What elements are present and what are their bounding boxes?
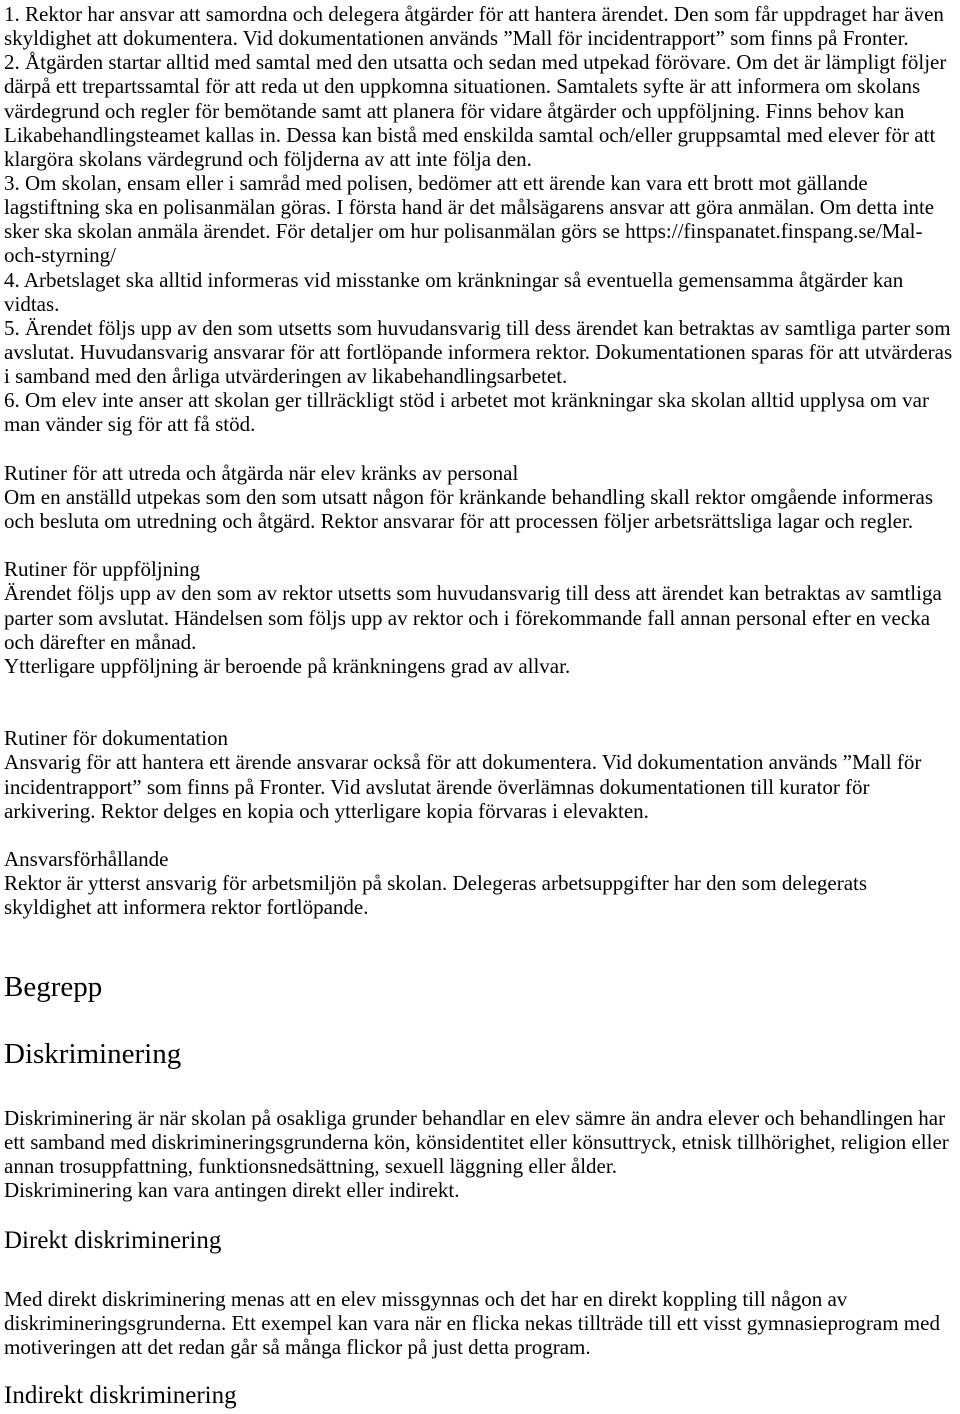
paragraph-line: Diskriminering är när skolan på osakliga grunder behandlar en elev sämre än andra elever och behandlingen har bbox=[4, 1105, 946, 1130]
list-item-line: klargöra skolans värdegrund och följderna av att inte följa den. bbox=[4, 146, 532, 171]
spacer bbox=[4, 437, 960, 461]
paragraph-line: och besluta om utredning och åtgärd. Rektor ansvarar för att processen följer arbetsrättsliga lagar och regler. bbox=[4, 508, 914, 533]
discrimination-body bbox=[4, 1106, 960, 1203]
paragraph-line: skyldighet att informera rektor fortlöpande. bbox=[4, 895, 369, 920]
list-item-line: 5. Ärendet följs upp av den som utsetts som huvudansvarig till dess ärendet kan betraktas av samtliga parter som bbox=[4, 315, 951, 340]
spacer bbox=[4, 533, 960, 557]
paragraph-line: ett samband med diskrimineringsgrunderna kön, könsidentitet eller könsuttryck, etnisk tillhörighet, religion eller bbox=[4, 1129, 949, 1154]
list-item-line: man vänder sig för att få stöd. bbox=[4, 412, 256, 437]
paragraph-line: Ärendet följs upp av den som av rektor utsetts som huvudansvarig till dess att ärendet kan betraktas av samtliga bbox=[4, 581, 942, 606]
spacer bbox=[4, 823, 960, 847]
section-heading: Ansvarsförhållande bbox=[4, 846, 169, 871]
list-item-line: avslutat. Huvudansvarig ansvarar för att fortlöpande informera rektor. Dokumentationen sparas för att utvärderas bbox=[4, 339, 953, 364]
paragraph-line: parter som avslutat. Händelsen som följs upp av rektor och i förekommande fall annan personal efter en vecka bbox=[4, 605, 931, 630]
list-item-line: värdegrund och regler för bemötande samt att planera för vidare åtgärder och uppföljning. Finns behov kan bbox=[4, 98, 905, 123]
list-item-line: därpå ett trepartssamtal för att reda ut den uppkomna situationen. Samtalets syfte är att informera om skolans bbox=[4, 74, 921, 99]
paragraph-line: annan trosuppfattning, funktionsnedsättning, sexuell läggning eller ålder. bbox=[4, 1153, 617, 1178]
paragraph-line: arkivering. Rektor delges en kopia och ytterligare kopia förvaras i elevakten. bbox=[4, 798, 649, 823]
paragraph-line: Rektor är ytterst ansvarig för arbetsmiljön på skolan. Delegeras arbetsuppgifter har den som delegerats bbox=[4, 871, 868, 896]
spacer bbox=[4, 702, 960, 726]
responsibility-section bbox=[4, 847, 960, 919]
list-item-line: i samband med den årliga utvärderingen av likabehandlingsarbetet. bbox=[4, 364, 568, 389]
list-item-line: Likabehandlingsteamet kallas in. Dessa kan bistå med enskilda samtal och/eller gruppsamtal med elever för att bbox=[4, 122, 936, 147]
section-heading: Rutiner för att utreda och åtgärda när elev kränks av personal bbox=[4, 460, 519, 485]
indirect-discrimination-heading: Indirekt diskriminering bbox=[4, 1382, 237, 1410]
list-item-line: 1. Rektor har ansvar att samordna och delegera åtgärder för att hantera ärendet. Den som får uppdraget har även bbox=[4, 2, 944, 26]
list-item-line: 2. Åtgärden startar alltid med samtal med den utsatta och sedan med utpekad förövare. Om det är lämpligt följer bbox=[4, 50, 947, 75]
documentation-routine bbox=[4, 726, 960, 823]
paragraph-line: Ytterligare uppföljning är beroende på kränkningens grad av allvar. bbox=[4, 653, 571, 678]
concepts-title: Begrepp bbox=[4, 970, 103, 1003]
list-item-line: skyldighet att dokumentera. Vid dokumentationen används ”Mall för incidentrapport” som finns på Fronter. bbox=[4, 26, 909, 51]
paragraph-line: Diskriminering kan vara antingen direkt eller indirekt. bbox=[4, 1177, 460, 1202]
discrimination-heading: Diskriminering bbox=[4, 1037, 182, 1070]
paragraph-line: diskrimineringsgrunderna. Ett exempel kan vara när en flicka nekas tillträde till ett visst gymnasieprogram med bbox=[4, 1310, 940, 1335]
section-heading: Rutiner för uppföljning bbox=[4, 557, 200, 582]
section-heading: Rutiner för dokumentation bbox=[4, 726, 228, 751]
paragraph-line: Med direkt diskriminering menas att en elev missgynnas och det har en direkt koppling till någon av bbox=[4, 1286, 848, 1311]
paragraph-line: incidentrapport” som finns på Fronter. Vid avslutat ärende överlämnas dokumentationen till kurator för bbox=[4, 774, 870, 799]
spacer bbox=[4, 678, 960, 702]
procedure-list bbox=[4, 2, 960, 437]
list-item-line: vidtas. bbox=[4, 291, 60, 316]
direct-discrimination-heading: Direkt diskriminering bbox=[4, 1227, 222, 1255]
staff-offense-routine bbox=[4, 461, 960, 533]
direct-discrimination-body bbox=[4, 1287, 960, 1359]
paragraph-line: Om en anställd utpekas som den som utsatt någon för kränkande behandling skall rektor omgående informeras bbox=[4, 484, 934, 509]
list-item-line: 4. Arbetslaget ska alltid informeras vid misstanke om kränkningar så eventuella gemensamma åtgärder kan bbox=[4, 267, 904, 292]
list-item-line: 6. Om elev inte anser att skolan ger tillräckligt stöd i arbetet mot kränkningar ska skolan alltid upplysa om var bbox=[4, 388, 929, 413]
list-item-line: lagstiftning ska en polisanmälan göras. I första hand är det målsägarens ansvar att göra anmälan. Om detta inte bbox=[4, 195, 935, 220]
list-item-line: sker ska skolan anmäla ärendet. För detaljer om hur polisanmälan görs se https://finspanatet.finspang.se/Mal- bbox=[4, 219, 923, 244]
list-item-line: 3. Om skolan, ensam eller i samråd med polisen, bedömer att ett ärende kan vara ett brott mot gällande bbox=[4, 170, 868, 195]
paragraph-line: Ansvarig för att hantera ett ärende ansvarar också för att dokumentera. Vid dokumentation används ”Mall för bbox=[4, 750, 922, 775]
paragraph-line: och därefter en månad. bbox=[4, 629, 197, 654]
follow-up-routine bbox=[4, 557, 960, 678]
list-item-line: och-styrning/ bbox=[4, 243, 116, 268]
paragraph-line: motiveringen att det redan går så många flickor på just detta program. bbox=[4, 1334, 591, 1359]
